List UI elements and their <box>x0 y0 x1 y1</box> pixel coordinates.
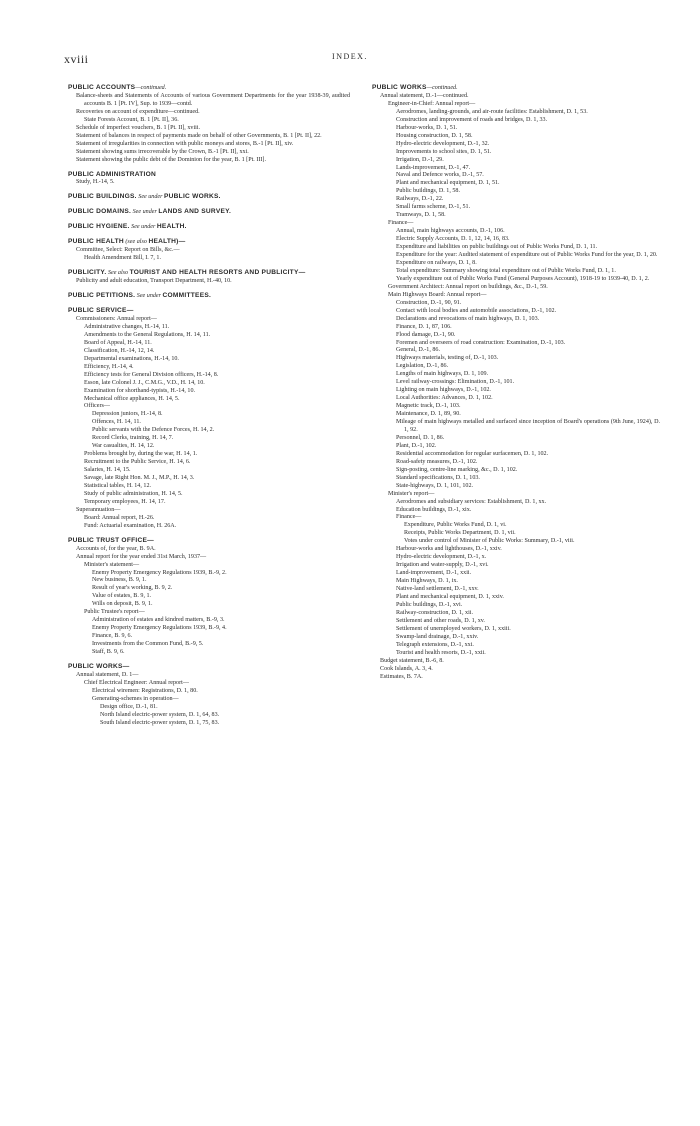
entry-text: Staff, B. 9, 6. <box>92 649 125 656</box>
heading-text: PUBLIC TRUST OFFICE— <box>68 536 154 544</box>
entry-text: Public buildings, D.-1, xvi. <box>396 601 463 608</box>
index-entry <box>68 133 350 141</box>
entry-text: Amendments to the General Regulations, H. 14, 11. <box>84 331 211 338</box>
index-entry <box>68 255 350 263</box>
index-entry <box>372 459 660 467</box>
entry-text: South Island electric-power system, D. 1, 75, 83. <box>100 719 220 726</box>
index-entry <box>372 125 660 133</box>
entry-text: Committee, Select: Report on Bills, &c.— <box>76 247 180 254</box>
index-entry <box>372 244 660 252</box>
index-entry <box>372 658 660 666</box>
index-entry <box>68 625 350 633</box>
entry-text: Local Authorities: Advances, D. 1, 102. <box>396 395 493 402</box>
index-entry <box>372 308 660 316</box>
entry-text: State-highways, D. 1, 101, 102. <box>396 482 474 489</box>
entry-text: Improvements to school sites, D. 1, 51. <box>396 148 492 155</box>
index-entry <box>68 554 350 562</box>
index-column-right <box>372 84 660 681</box>
index-entry <box>68 672 350 680</box>
index-entry <box>68 372 350 380</box>
index-entry <box>68 617 350 625</box>
entry-text: Departmental examinations, H.-14, 10. <box>84 355 179 362</box>
index-entry <box>372 228 660 236</box>
entry-text: Native-land settlement, D.-1, xxv. <box>396 586 479 593</box>
index-entry <box>372 483 660 491</box>
entry-text: Board: Annual report, H.-26. <box>84 514 155 521</box>
entry-text: Statement showing sums irrecoverable by the Crown, B.-1 [Pt. II], xxi. <box>76 148 249 155</box>
index-entry <box>68 278 350 286</box>
index-entry <box>68 443 350 451</box>
index-entry <box>372 332 660 340</box>
entry-text: Foremen and overseers of road construction: Examination, D.-1, 103. <box>396 339 566 346</box>
index-entry <box>372 276 660 284</box>
index-entry <box>68 523 350 531</box>
index-entry <box>372 149 660 157</box>
entry-text: Finance— <box>396 514 422 521</box>
index-entry <box>372 666 660 674</box>
entry-text: Maintenance, D. 1, 89, 90. <box>396 411 461 418</box>
index-entry <box>68 704 350 712</box>
entry-text: Mechanical office appliances, H. 14, 5. <box>84 395 180 402</box>
index-entry <box>372 419 660 435</box>
entry-text: Recoveries on account of expenditure—continued. <box>76 108 200 115</box>
running-title: INDEX. <box>332 52 368 61</box>
index-entry <box>372 610 660 618</box>
entry-text: North Island electric-power system, D. 1, 64, 83. <box>100 711 220 718</box>
index-entry <box>68 491 350 499</box>
index-heading <box>68 269 350 278</box>
entry-text: Legislation, D.-1, 86. <box>396 363 449 370</box>
index-entry <box>372 499 660 507</box>
index-entry <box>372 650 660 658</box>
index-entry <box>372 371 660 379</box>
entry-text: Public Trustee's report— <box>84 609 145 616</box>
entry-text: Harbour-works, D. 1, 51. <box>396 124 458 131</box>
index-entry <box>68 117 350 125</box>
heading-text: PUBLIC PETITIONS. <box>68 292 136 300</box>
index-entry <box>372 594 660 602</box>
index-heading <box>68 537 350 546</box>
index-entry <box>68 507 350 515</box>
index-entry <box>372 538 660 546</box>
entry-text: Expenditure, Public Works Fund, D. 1, vi. <box>404 522 507 529</box>
index-entry <box>372 340 660 348</box>
heading-text: PUBLIC ACCOUNTS <box>68 84 136 91</box>
entry-text: Examination for shorthand-typists, H.-14, 10. <box>84 387 196 394</box>
entry-text: Accounts of, for the year, B. 9A. <box>76 545 156 552</box>
heading-text: PUBLIC WORKS <box>372 84 427 91</box>
index-entry <box>68 601 350 609</box>
index-entry <box>68 340 350 348</box>
index-entry <box>372 379 660 387</box>
heading-text: PUBLIC HEALTH <box>68 238 124 246</box>
index-entry <box>372 260 660 268</box>
index-entry <box>372 300 660 308</box>
entry-text: Plant and mechanical equipment, D. 1, xxiv. <box>396 594 504 600</box>
entry-text: Road-safety measures, D.-1, 102. <box>396 458 478 465</box>
entry-text: Highways materials, testing of, D.-1, 103. <box>396 355 499 362</box>
entry-text: Annual, main highways accounts, D.-1, 106. <box>396 228 505 235</box>
index-entry <box>68 451 350 459</box>
index-entry <box>68 141 350 149</box>
entry-text: Problems brought by, during the war, H. 14, 1. <box>84 451 198 458</box>
index-entry <box>68 403 350 411</box>
index-heading <box>68 238 350 247</box>
entry-text: Railways, D.-1, 22. <box>396 196 444 203</box>
index-entry <box>372 93 660 101</box>
entry-text: Finance, B. 9, 6. <box>92 633 133 640</box>
entry-text: Lighting on main highways, D.-1, 102. <box>396 387 491 394</box>
entry-text: Finance, D. 1, 87, 106. <box>396 323 452 330</box>
index-heading <box>68 292 350 301</box>
entry-text: Minister's report— <box>388 490 435 497</box>
index-entry <box>68 562 350 570</box>
index-entry <box>372 109 660 117</box>
entry-text: Public servants with the Defence Forces, H. 14, 2. <box>92 427 215 434</box>
index-entry <box>68 483 350 491</box>
entry-text: Main Highways Board: Annual report— <box>388 291 487 298</box>
entry-text: Result of year's working, B. 9, 2. <box>92 585 173 592</box>
entry-text: Telegraph extensions, D.-1, xxi. <box>396 641 474 648</box>
entry-text: Value of estates, B. 9, 1. <box>92 593 152 600</box>
entry-text: Investments from the Common Fund, B.-9, 5. <box>92 641 204 648</box>
index-entry <box>372 101 660 109</box>
index-entry <box>372 451 660 459</box>
entry-text: Personnel, D. 1, 86. <box>396 434 445 441</box>
index-entry <box>372 188 660 196</box>
entry-text: Flood damage, D.-1, 90. <box>396 331 456 338</box>
index-entry <box>68 720 350 728</box>
heading-text: PUBLIC SERVICE— <box>68 307 134 315</box>
index-entry <box>372 212 660 220</box>
index-entry <box>372 395 660 403</box>
index-entry <box>372 554 660 562</box>
index-entry <box>372 546 660 554</box>
page-header <box>0 0 700 66</box>
entry-text: Minister's statement— <box>84 561 140 568</box>
entry-text: Construction and improvement of roads and bridges, D. 1, 33. <box>396 116 548 123</box>
index-entry <box>372 220 660 228</box>
index-entry <box>68 324 350 332</box>
entry-text: War casualties, H. 14, 12. <box>92 443 155 450</box>
index-entry <box>68 380 350 388</box>
index-entry <box>68 712 350 720</box>
entry-text: Health Amendment Bill, I. 7, 1. <box>84 255 162 262</box>
cross-reference-target: TOURIST AND HEALTH RESORTS AND PUBLICITY— <box>129 269 306 277</box>
index-entry <box>68 499 350 507</box>
cross-reference-target: HEALTH. <box>156 223 187 231</box>
index-entry <box>372 586 660 594</box>
index-entry <box>68 125 350 133</box>
entry-text: Declarations and revocations of main highways, D. 1, 103. <box>396 315 540 322</box>
entry-text: Railway-construction, D. 1, xii. <box>396 609 474 616</box>
entry-text: Education buildings, D.-1, xix. <box>396 506 472 513</box>
entry-text: Administrative changes, H.-14, 11. <box>84 323 170 330</box>
index-entry <box>372 204 660 212</box>
entry-text: Irrigation and water-supply, D.-1, xvi. <box>396 562 489 569</box>
index-heading <box>68 307 350 316</box>
entry-text: Total expenditure: Summary showing total expenditure out of Public Works Fund, D. 1, 1. <box>396 267 616 274</box>
entry-text: Design office, D.-1, 81. <box>100 703 158 710</box>
cross-reference-target: HEALTH)— <box>148 238 186 246</box>
index-heading <box>68 208 350 217</box>
entry-text: New business, B. 9, 1. <box>92 577 147 584</box>
entry-text: Expenditure on railways, D. 1, 8. <box>396 259 477 266</box>
index-entry <box>372 522 660 530</box>
index-entry <box>68 467 350 475</box>
index-entry <box>68 641 350 649</box>
index-entry <box>372 355 660 363</box>
entry-text: Construction, D.-1, 90, 91. <box>396 299 462 306</box>
index-entry <box>68 680 350 688</box>
index-entry <box>372 387 660 395</box>
entry-text: Esson, late Colonel J. J., C.M.G., V.D., H. 14, 10. <box>84 379 205 386</box>
entry-text: Plant, D.-1, 102. <box>396 442 437 449</box>
index-entry <box>372 252 660 260</box>
entry-text: Irrigation, D.-1, 29. <box>396 156 444 163</box>
entry-text: Lengths of main highways, D. 1, 109. <box>396 371 489 378</box>
index-entry <box>68 696 350 704</box>
entry-text: Harbour-works and lighthouses, D.-1, xxiv. <box>396 546 502 553</box>
entry-text: Schedule of imperfect vouchers, B. 1 [Pt. II], xviii. <box>76 124 201 131</box>
entry-text: Mileage of main highways metalled and surfaced since inception of Board's operations (9th June, 1924), D. 1, 92. <box>396 419 660 433</box>
index-entry <box>68 93 350 109</box>
index-entry <box>68 316 350 324</box>
entry-text: Efficiency, H.-14, 4. <box>84 363 134 370</box>
entry-text: Study, H.-14, 5. <box>76 179 115 186</box>
entry-text: Sign-posting, centre-line marking, &c., D. 1, 102. <box>396 466 518 473</box>
index-entry <box>68 388 350 396</box>
entry-text: Expenditure for the year: Audited statement of expenditure out of Public Works Fund for the year, D. 1, 20. <box>396 252 658 259</box>
entry-text: Officers— <box>84 403 110 410</box>
cross-reference-label: See under <box>132 209 157 216</box>
index-entry <box>372 292 660 300</box>
entry-text: Estimates, B. 7A. <box>380 673 423 680</box>
entry-text: Aerodromes, landing-grounds, and air-route facilities: Establishment, D. 1, 53. <box>396 108 588 115</box>
entry-text: Temporary employees, H. 14, 17. <box>84 498 166 505</box>
heading-text: PUBLIC DOMAINS. <box>68 208 132 216</box>
entry-text: Votes under control of Minister of Public Works: Summary, D.-1, viii. <box>404 538 575 545</box>
entry-text: Finance— <box>388 220 414 227</box>
entry-text: Standard specifications, D. 1, 103. <box>396 474 480 481</box>
heading-text: PUBLIC HYGIENE. <box>68 223 130 231</box>
index-entry <box>68 396 350 404</box>
index-entry <box>372 507 660 515</box>
entry-text: Expenditure and liabilities on public buildings out of Public Works Fund, D. 1, 11. <box>396 244 598 251</box>
entry-text: Government Architect: Annual report on buildings, &c., D.-1, 59. <box>388 283 548 290</box>
entry-text: Receipts, Public Works Department, D. 1, vii. <box>404 530 516 537</box>
entry-text: Savage, late Right Hon. M. J., M.P., H. 14, 3. <box>84 475 195 482</box>
entry-text: Statement of balances in respect of payments made on behalf of other Governments, B. 1 [Pt. II], 22. <box>76 132 322 139</box>
heading-text: PUBLIC ADMINISTRATION <box>68 170 157 178</box>
index-entry <box>68 179 350 187</box>
cross-reference-label: See under <box>138 194 163 201</box>
cross-reference-label: (see also <box>125 239 147 246</box>
index-entry <box>372 435 660 443</box>
cross-reference-label: See under <box>131 224 156 231</box>
index-entry <box>68 546 350 554</box>
cross-reference-target: PUBLIC WORKS. <box>164 193 221 201</box>
entry-text: Board of Appeal, H.-14, 11. <box>84 339 152 346</box>
entry-text: Plant and mechanical equipment, D. 1, 51. <box>396 180 500 187</box>
entry-text: Swamp-land drainage, D.-1, xxiv. <box>396 633 479 640</box>
cross-reference-label: See also <box>107 270 129 277</box>
index-entry <box>68 459 350 467</box>
index-entry <box>372 268 660 276</box>
index-entry <box>68 332 350 340</box>
entry-text: Residential accommodation for regular surfacemen, D. 1, 102. <box>396 450 549 457</box>
heading-text: PUBLICITY. <box>68 269 107 277</box>
entry-text: Statement of irregularities in connection with public moneys and stores, B.-1 [Pt. II], xiv. <box>76 140 294 147</box>
entry-text: Electric Supply Accounts, D. 1, 12, 14, 16, 83. <box>396 236 510 243</box>
entry-text: Electrical wiremen: Registrations, D. 1, 80. <box>92 687 198 694</box>
entry-text: Chief Electrical Engineer: Annual report— <box>84 679 189 686</box>
index-entry <box>372 634 660 642</box>
cross-reference-target: LANDS AND SURVEY. <box>158 208 232 216</box>
index-entry <box>68 109 350 117</box>
entry-text: Yearly expenditure out of Public Works Fund (General Purposes Account), 1918-19 to 1939-40, D. 1, 2. <box>396 275 650 282</box>
index-entry <box>68 570 350 578</box>
entry-text: Salaries, H. 14, 15. <box>84 467 131 474</box>
entry-text: Small farms scheme, D.-1, 51. <box>396 204 471 211</box>
entry-text: Recruitment to the Public Service, H. 14, 6. <box>84 459 191 466</box>
index-entry <box>372 172 660 180</box>
entry-text: Contact with local bodies and automobile associations, D.-1, 102. <box>396 307 557 314</box>
index-entry <box>68 475 350 483</box>
index-entry <box>68 515 350 523</box>
index-heading <box>68 193 350 202</box>
entry-text: Engineer-in-Chief: Annual report— <box>388 100 476 107</box>
entry-text: Superannuation— <box>76 506 121 513</box>
entry-text: Cook Islands, A. 3, 4. <box>380 665 433 672</box>
entry-text: General, D.-1, 86. <box>396 347 440 354</box>
heading-continued: —continued. <box>135 85 167 91</box>
index-entry <box>372 642 660 650</box>
entry-text: Settlement and other roads, D. 1, xv. <box>396 617 485 624</box>
index-entry <box>68 247 350 255</box>
index-heading <box>68 171 350 180</box>
entry-text: Record Clerks, training, H. 14, 7. <box>92 435 174 442</box>
index-entry <box>372 236 660 244</box>
entry-text: Generating-schemes in operation— <box>92 695 179 702</box>
entry-text: Hydro-electric development, D.-1, 32. <box>396 140 490 147</box>
index-entry <box>68 364 350 372</box>
entry-text: Hydro-electric development, D.-1, x. <box>396 554 487 561</box>
entry-text: Administration of estates and kindred matters, B.-9, 3. <box>92 617 225 624</box>
index-entry <box>68 593 350 601</box>
index-column-left <box>68 84 350 728</box>
entry-text: Study of public administration, H. 14, 5. <box>84 490 183 497</box>
index-entry <box>68 649 350 657</box>
index-entry <box>372 117 660 125</box>
heading-text: PUBLIC WORKS— <box>68 663 130 670</box>
index-entry <box>372 284 660 292</box>
index-entry <box>372 141 660 149</box>
index-heading <box>68 84 350 93</box>
index-entry <box>372 180 660 188</box>
index-entry <box>372 157 660 165</box>
index-entry <box>372 491 660 499</box>
index-entry <box>68 149 350 157</box>
entry-text: Annual statement, D. 1— <box>76 671 139 678</box>
index-entry <box>68 427 350 435</box>
index-entry <box>372 626 660 634</box>
entry-text: State Forests Account, B. 1 [Pt. II], 36. <box>84 116 179 123</box>
index-entry <box>372 674 660 682</box>
index-entry <box>372 133 660 141</box>
entry-text: Main Highways, D. 1, ix. <box>396 578 458 585</box>
cross-reference-label: See under <box>136 293 161 300</box>
entry-text: Tourist and health resorts, D.-1, xxii. <box>396 649 486 656</box>
index-entry <box>372 467 660 475</box>
entry-text: Classification, H.-14, 12, 14. <box>84 347 155 354</box>
index-entry <box>68 633 350 641</box>
index-entry <box>68 157 350 165</box>
entry-text: Magnetic track, D.-1, 103. <box>396 403 461 410</box>
index-heading <box>68 223 350 232</box>
index-entry <box>372 324 660 332</box>
index-heading <box>68 663 350 672</box>
entry-text: Public buildings, D. 1, 58. <box>396 188 460 195</box>
entry-text: Enemy Property Emergency Regulations 1939, B.-9, 4. <box>92 625 227 632</box>
heading-continued: —continued. <box>426 85 458 91</box>
entry-text: Aerodromes and subsidiary services: Establishment, D. 1, xx. <box>396 498 547 505</box>
index-heading <box>372 84 660 93</box>
entry-text: Annual statement, D.-1—continued. <box>380 92 469 99</box>
index-entry <box>372 443 660 451</box>
entry-text: Balance-sheets and Statements of Accounts of various Government Departments for the year 1938-39, audited accounts B. 1 [Pt. IV], Sup. to 1939—contd. <box>76 92 350 107</box>
index-entry <box>372 411 660 419</box>
heading-text: PUBLIC BUILDINGS. <box>68 193 137 201</box>
index-entry <box>372 562 660 570</box>
index-entry <box>372 316 660 324</box>
index-entry <box>372 475 660 483</box>
page-number: xviii <box>64 52 89 66</box>
entry-text: Settlement of unemployed workers, D. 1, xxiii. <box>396 625 511 632</box>
entry-text: Statistical tables, H. 14, 12. <box>84 482 152 489</box>
entry-text: Land-improvement, D.-1, xxii. <box>396 570 472 577</box>
entry-text: Tramways, D. 1, 58. <box>396 212 446 219</box>
index-entry <box>372 403 660 411</box>
index-entry <box>68 688 350 696</box>
index-entry <box>68 348 350 356</box>
entry-text: Efficiency tests for General Division officers, H.-14, 8. <box>84 371 219 378</box>
index-entry <box>68 435 350 443</box>
entry-text: Publicity and adult education, Transport Department, H.-40, 10. <box>76 278 232 285</box>
entry-text: Offences, H. 14, 11. <box>92 419 141 426</box>
entry-text: Annual report for the year ended 31st March, 1937— <box>76 553 207 560</box>
entry-text: Housing construction, D. 1, 58. <box>396 132 473 139</box>
entry-text: Level railway-crossings: Elimination, D.-1, 101. <box>396 379 515 386</box>
index-entry <box>372 618 660 626</box>
entry-text: Naval and Defence works, D.-1, 57. <box>396 172 484 179</box>
entry-text: Depression juniors, H.-14, 8. <box>92 411 163 418</box>
entry-text: Enemy Property Emergency Regulations 1939, B.-9, 2. <box>92 569 227 576</box>
entry-text: Lands-improvement, D.-1, 47. <box>396 164 471 171</box>
cross-reference-target: COMMITTEES. <box>162 292 212 300</box>
index-entry <box>372 570 660 578</box>
entry-text: Statement showing the public debt of the Dominion for the year, B. 1 [Pt. III]. <box>76 156 266 163</box>
index-entry <box>372 602 660 610</box>
entry-text: Fund: Actuarial examination, H. 26A. <box>84 522 177 529</box>
index-entry <box>68 356 350 364</box>
index-entry <box>372 514 660 522</box>
entry-text: Budget statement, B.-6, 8. <box>380 657 444 664</box>
entry-text: Wills on deposit, B. 9, 1. <box>92 601 153 608</box>
index-entry <box>372 578 660 586</box>
entry-text: Commissioners: Annual report— <box>76 315 157 322</box>
